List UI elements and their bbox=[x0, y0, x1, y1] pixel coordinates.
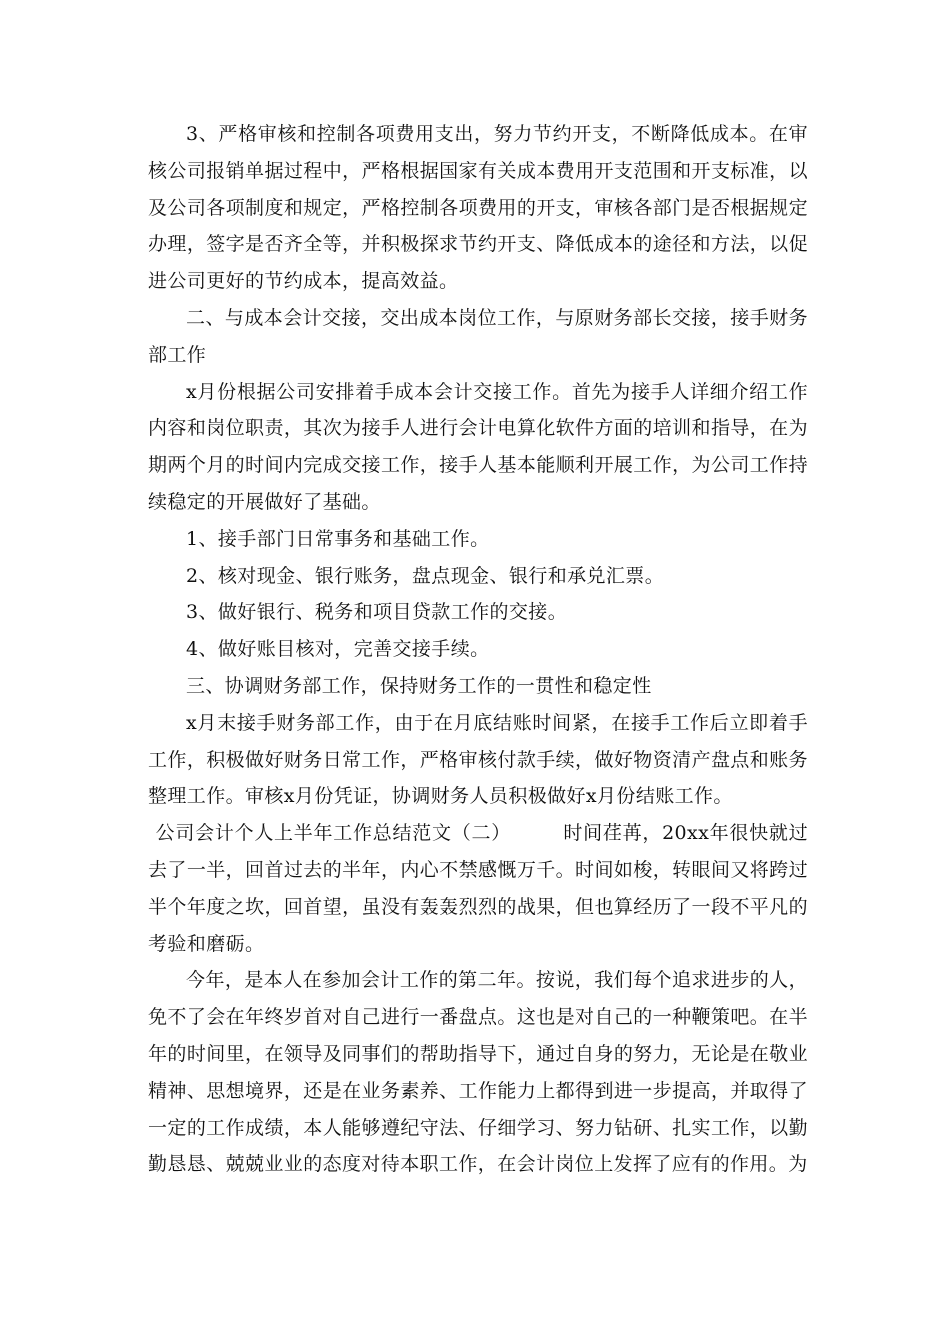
paragraph-closing: 今年，是本人在参加会计工作的第二年。按说，我们每个追求进步的人，免不了会在年终岁首对自己进行一番盘点。这也是对自己的一种鞭策吧。在半年的时间里，在领导及同事们的帮助指导下，通过自身的努力，无论是在敬业精神、思想境界，还是在业务素养、工作能力上都得到进一步提高，并取得了一定的工作成绩，本人能够遵纪守法、仔细学习、努力钻研、扎实工作，以勤勤恳恳、兢兢业业的态度对待本职工作，在会计岗位上发挥了应有的作用。为 bbox=[148, 969, 808, 1176]
section-title: 公司会计个人上半年工作总结范文（二） bbox=[155, 822, 511, 845]
paragraph-month-end: x月末接手财务部工作，由于在月底结账时间紧，在接手工作后立即着手工作，积极做好财务日常工作，严格审核付款手续，做好物资清产盘点和账务整理工作。审核x月份凭证，协调财务人员积极做好x月份结账工作。 bbox=[148, 711, 808, 808]
document-body bbox=[148, 116, 808, 1183]
heading-coordination: 三、协调财务部工作，保持财务工作的一贯性和稳定性 bbox=[186, 674, 652, 697]
paragraph-cost-control: 3、严格审核和控制各项费用支出，努力节约开支，不断降低成本。在审核公司报销单据过程中，严格根据国家有关成本费用开支范围和开支标准，以及公司各项制度和规定，严格控制各项费用的开支，审核各部门是否根据规定办理，签字是否齐全等，并积极探求节约开支、降低成本的途径和方法，以促进公司更好的节约成本，提高效益。 bbox=[148, 123, 808, 293]
heading-handover: 二、与成本会计交接，交出成本岗位工作，与原财务部长交接，接手财务部工作 bbox=[148, 306, 808, 366]
list-item-accounts: 4、做好账目核对，完善交接手续。 bbox=[186, 638, 490, 661]
list-item-daily-affairs: 1、接手部门日常事务和基础工作。 bbox=[186, 527, 490, 550]
list-item-cash-check: 2、核对现金、银行账务，盘点现金、银行和承兑汇票。 bbox=[186, 564, 665, 587]
paragraph-handover-details: x月份根据公司安排着手成本会计交接工作。首先为接手人详细介绍工作内容和岗位职责，其次为接手人进行会计电算化软件方面的培训和指导，在为期两个月的时间内完成交接工作，接手人基本能顺利开展工作，为公司工作持续稳定的开展做好了基础。 bbox=[148, 380, 808, 513]
list-item-bank-tax: 3、做好银行、税务和项目贷款工作的交接。 bbox=[186, 601, 568, 624]
section-two-paragraph bbox=[148, 815, 808, 962]
section-lead: 时间荏苒，20xx年很快就过去了一半，回首过去的半年，内心不禁感慨万千。时间如梭，转眼间又将跨过半个年度之坎，回首望，虽没有轰轰烈烈的战果，但也算经历了一段不平凡的考验和磨砺。 bbox=[148, 822, 808, 955]
